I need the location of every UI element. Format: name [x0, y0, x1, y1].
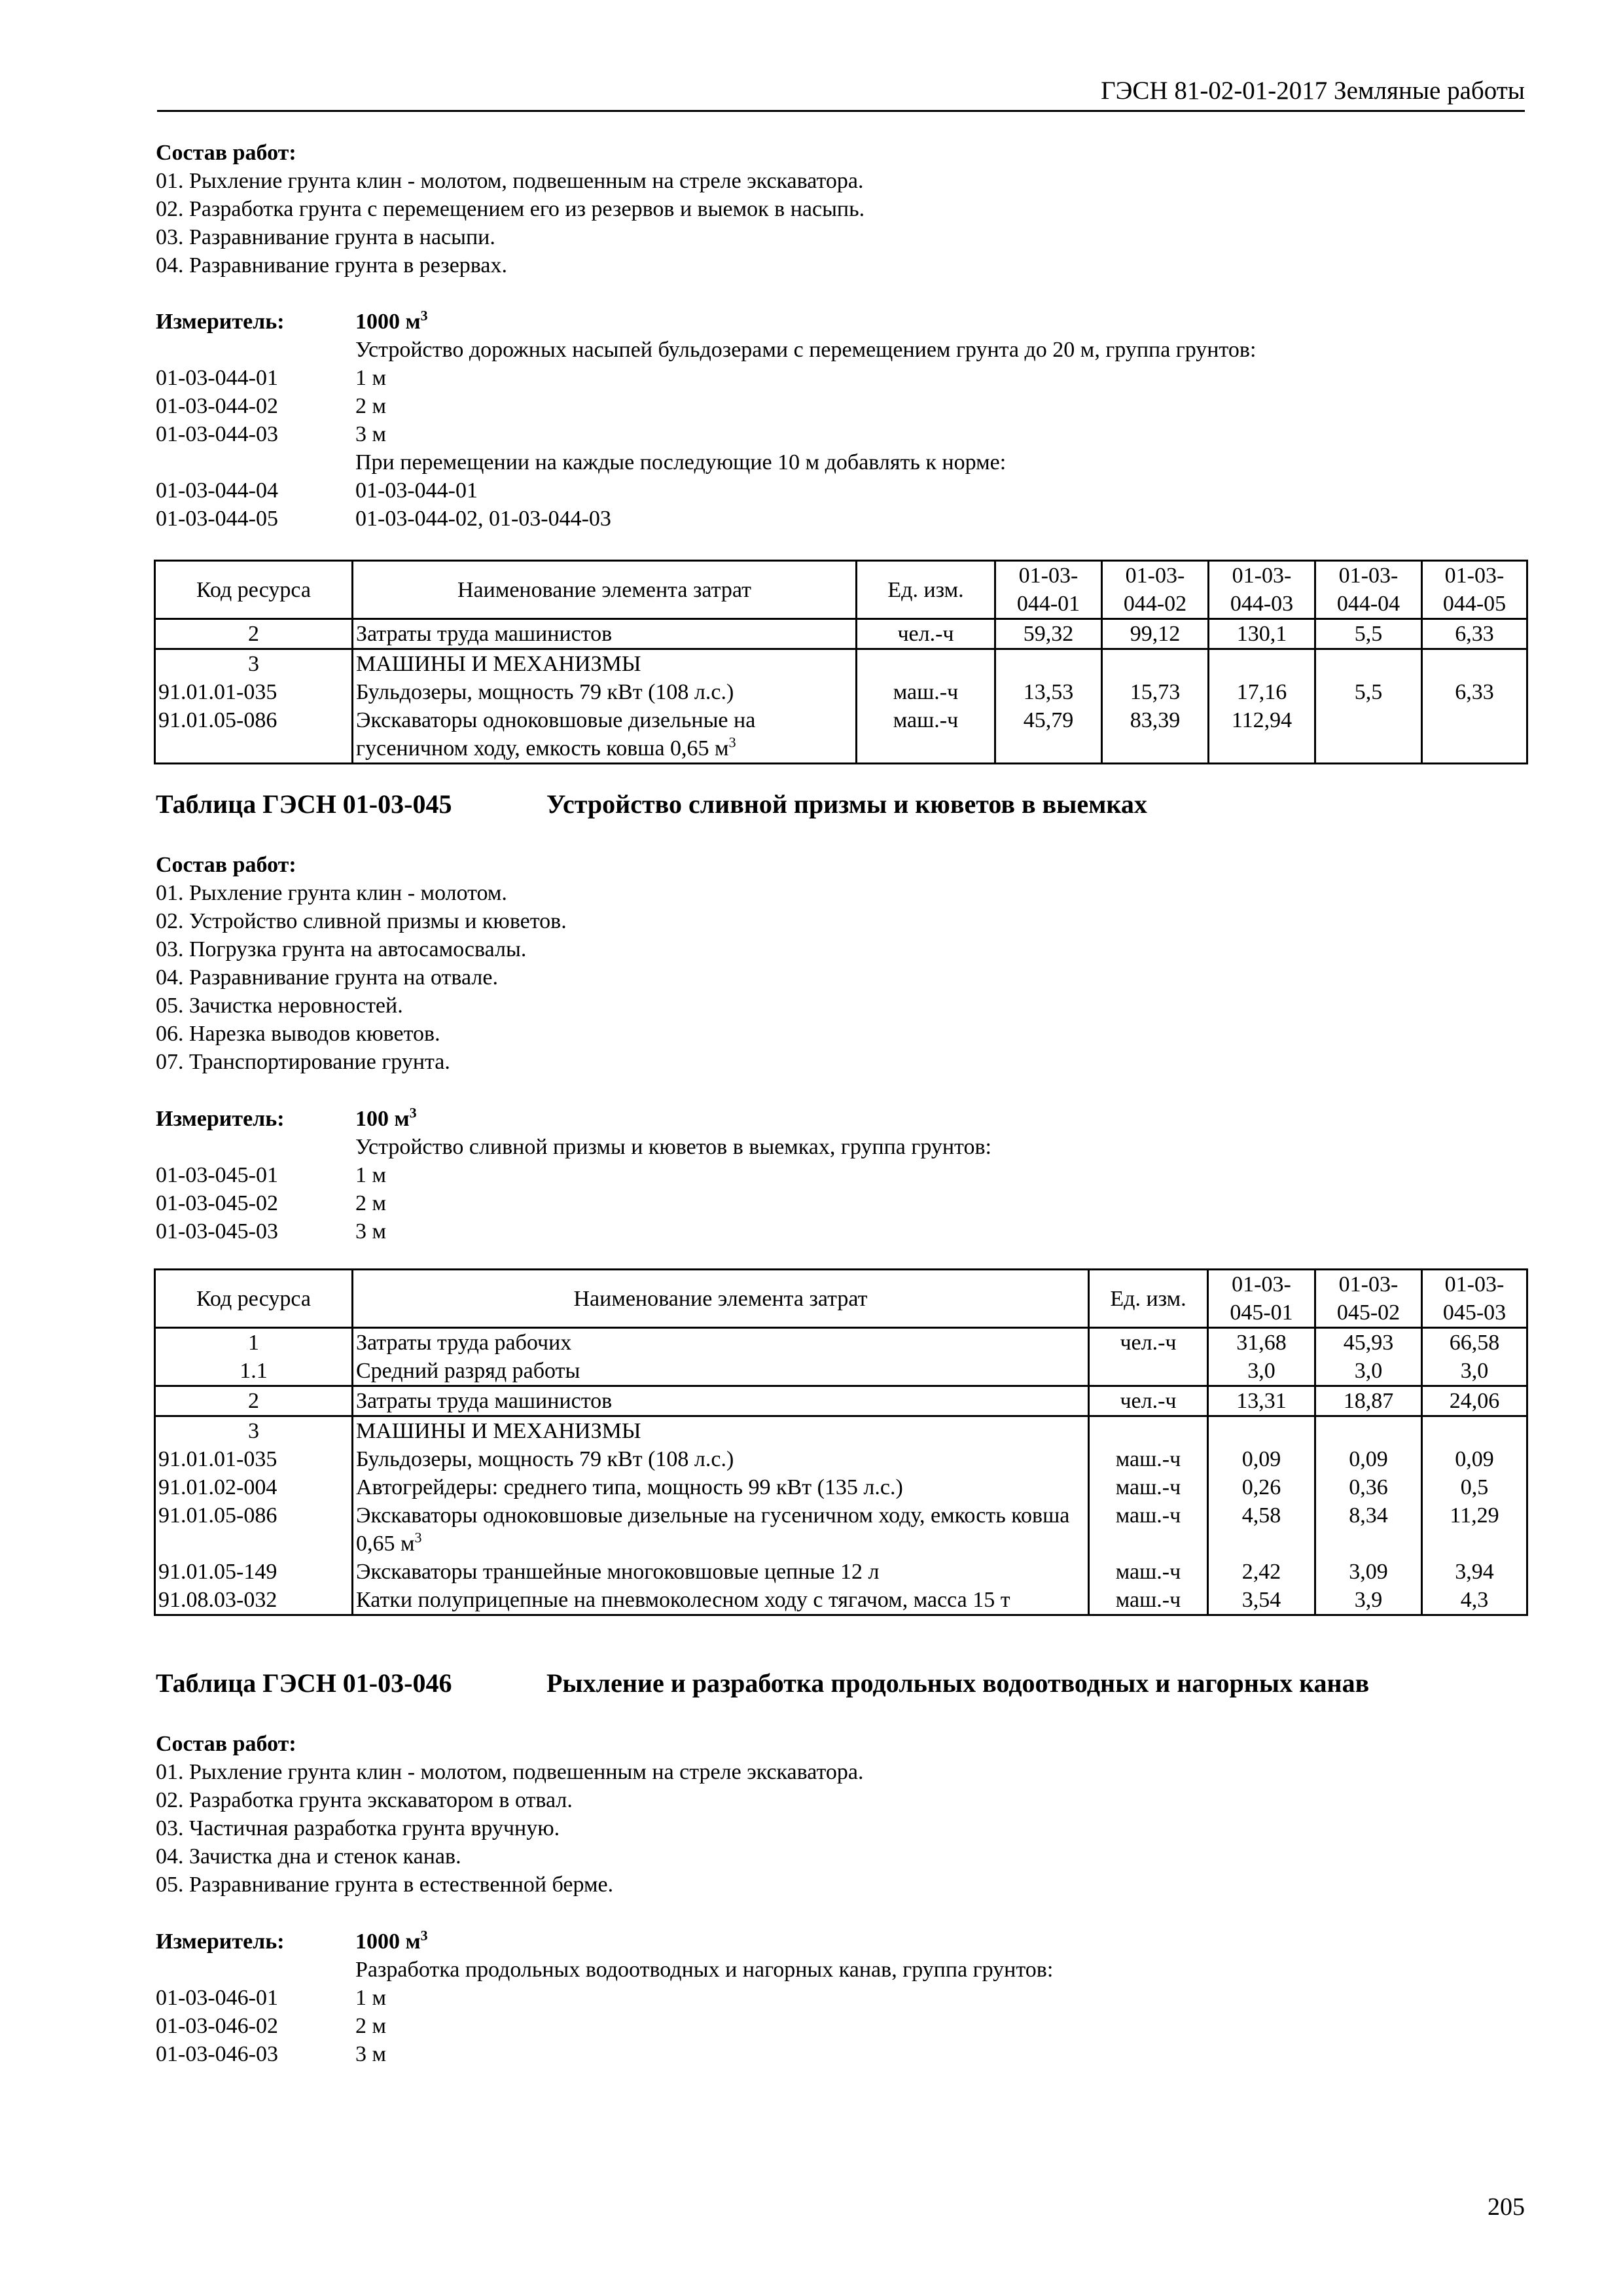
cell-code: 3 — [155, 649, 353, 679]
composition-item: 07. Транспортирование грунта. — [156, 1050, 450, 1074]
cell-value: 5,5 — [1315, 678, 1422, 706]
cell-value: 3,0 — [1315, 1357, 1422, 1386]
norm-text: 2 м — [355, 2014, 387, 2038]
cell-value: 0,36 — [1315, 1473, 1422, 1501]
cell-value: 4,58 — [1208, 1501, 1315, 1558]
cell-value: 3,0 — [1422, 1357, 1527, 1386]
cell-name: Затраты труда машинистов — [353, 1386, 1089, 1416]
norm-values-additional — [355, 476, 611, 533]
cell-value — [1209, 649, 1315, 679]
norm-text: 3 м — [355, 1219, 387, 1244]
composition-item: 01. Рыхление грунта клин - молотом, подвешенным на стреле экскаватора. — [156, 1760, 864, 1784]
cell-code: 91.01.02-004 — [155, 1473, 353, 1501]
composition-item: 01. Рыхление грунта клин - молотом, подвешенным на стреле экскаватора. — [156, 169, 864, 193]
meter-label: Измеритель: — [156, 1107, 285, 1131]
cell-value: 5,5 — [1315, 619, 1422, 649]
norm-code: 01-03-045-01 — [156, 1163, 278, 1187]
cell-name: Катки полуприцепные на пневмоколесном ходу с тягачом, масса 15 т — [353, 1586, 1089, 1615]
header-cell: Ед. изм. — [857, 561, 995, 619]
cell-name — [353, 1501, 1089, 1558]
norm-codes — [156, 364, 278, 448]
norm-code: 01-03-044-03 — [156, 422, 278, 446]
composition-item: 03. Погрузка грунта на автосамосвалы. — [156, 937, 527, 961]
cell-name: Экскаваторы траншейные многоковшовые цепные 12 л — [353, 1558, 1089, 1586]
cell-unit — [1089, 1357, 1208, 1386]
cell-unit: чел.-ч — [1089, 1386, 1208, 1416]
meter-label: Измеритель: — [156, 1929, 285, 1954]
cell-value — [1315, 649, 1422, 679]
cell-value: 0,09 — [1208, 1445, 1315, 1473]
additional-note: При перемещении на каждые последующие 10 м добавлять к норме: — [355, 450, 1007, 475]
cell-value: 17,16 — [1209, 678, 1315, 706]
composition-item: 02. Разработка грунта с перемещением его из резервов и выемок в насыпь. — [156, 197, 865, 221]
norm-description: Разработка продольных водоотводных и нагорных канав, группа грунтов: — [355, 1958, 1054, 1982]
composition-item: 02. Разработка грунта экскаватором в отвал. — [156, 1788, 573, 1812]
cell-value — [1208, 1416, 1315, 1446]
composition-list — [156, 1758, 863, 1899]
cell-value: 8,34 — [1315, 1501, 1422, 1558]
cell-value — [995, 649, 1102, 679]
cell-code: 91.08.03-032 — [155, 1586, 353, 1615]
cell-value: 3,94 — [1422, 1558, 1527, 1586]
cell-code: 91.01.05-086 — [155, 1501, 353, 1558]
cell-code: 1 — [155, 1328, 353, 1357]
cell-value: 0,09 — [1422, 1445, 1527, 1473]
cell-name: Затраты труда рабочих — [353, 1328, 1089, 1357]
table-row — [155, 1586, 1527, 1615]
cell-unit: маш.-ч — [1089, 1473, 1208, 1501]
table-header-row — [155, 1270, 1527, 1328]
cell-name — [353, 706, 857, 764]
table-header-row — [155, 561, 1527, 619]
meter-value-sup: 3 — [409, 1104, 417, 1121]
header-title: ГЭСН 81-02-01-2017 Земляные работы — [1101, 77, 1525, 105]
cell-value: 13,53 — [995, 678, 1102, 706]
table-row — [155, 649, 1527, 679]
cell-value — [1422, 706, 1527, 764]
cell-name: Средний разряд работы — [353, 1357, 1089, 1386]
cell-name: МАШИНЫ И МЕХАНИЗМЫ — [353, 649, 857, 679]
meter-value — [355, 1928, 428, 1956]
cell-value: 0,5 — [1422, 1473, 1527, 1501]
meter-value-text: 1000 м — [355, 1929, 421, 1954]
meter-value-text: 1000 м — [355, 310, 421, 334]
header-cell: 01-03- 044-03 — [1209, 561, 1315, 619]
cell-value: 0,09 — [1315, 1445, 1422, 1473]
cell-name-text: Экскаваторы одноковшовые дизельные на гусеничном ходу, емкость ковша 0,65 м — [356, 1503, 1070, 1556]
cell-value: 0,26 — [1208, 1473, 1315, 1501]
table-row — [155, 678, 1527, 706]
cell-name: МАШИНЫ И МЕХАНИЗМЫ — [353, 1416, 1089, 1446]
cell-name: Бульдозеры, мощность 79 кВт (108 л.с.) — [353, 1445, 1089, 1473]
cell-code: 1.1 — [155, 1357, 353, 1386]
norm-description: Устройство дорожных насыпей бульдозерами с перемещением грунта до 20 м, группа грунтов: — [355, 338, 1257, 362]
composition-item: 04. Разравнивание грунта на отвале. — [156, 965, 498, 990]
cell-value — [1422, 649, 1527, 679]
cell-unit — [1089, 1416, 1208, 1446]
norm-text: 1 м — [355, 1986, 387, 2010]
norm-values — [355, 1161, 386, 1246]
cell-unit: чел.-ч — [1089, 1328, 1208, 1357]
norm-code: 01-03-045-02 — [156, 1191, 278, 1215]
cell-unit: маш.-ч — [857, 678, 995, 706]
cell-value: 2,42 — [1208, 1558, 1315, 1586]
cell-code: 91.01.01-035 — [155, 678, 353, 706]
cell-code: 91.01.05-086 — [155, 706, 353, 764]
composition-list — [156, 879, 567, 1076]
cell-value: 3,09 — [1315, 1558, 1422, 1586]
cell-unit: маш.-ч — [857, 706, 995, 764]
cell-value: 130,1 — [1209, 619, 1315, 649]
cell-code: 3 — [155, 1416, 353, 1446]
cell-name: Затраты труда машинистов — [353, 619, 857, 649]
cell-name: Автогрейдеры: среднего типа, мощность 99 кВт (135 л.с.) — [353, 1473, 1089, 1501]
cell-value: 45,79 — [995, 706, 1102, 764]
header-cell: Код ресурса — [155, 1270, 353, 1328]
norm-code: 01-03-044-05 — [156, 507, 278, 531]
table-row — [155, 1386, 1527, 1416]
cell-value — [1422, 1416, 1527, 1446]
norm-text: 2 м — [355, 1191, 387, 1215]
composition-heading: Состав работ: — [156, 141, 296, 165]
norm-code: 01-03-044-02 — [156, 394, 278, 418]
composition-item: 04. Разравнивание грунта в резервах. — [156, 253, 507, 278]
composition-item: 05. Зачистка неровностей. — [156, 994, 403, 1018]
cell-code: 91.01.01-035 — [155, 1445, 353, 1473]
cell-unit: чел.-ч — [857, 619, 995, 649]
composition-item: 06. Нарезка выводов кюветов. — [156, 1022, 440, 1046]
table-row — [155, 1558, 1527, 1586]
composition-heading: Состав работ: — [156, 853, 296, 877]
norm-code: 01-03-044-01 — [156, 366, 278, 390]
norm-code: 01-03-046-03 — [156, 2042, 278, 2066]
cell-value — [1315, 1416, 1422, 1446]
cell-value: 83,39 — [1102, 706, 1209, 764]
cell-value: 45,93 — [1315, 1328, 1422, 1357]
norm-codes — [156, 1161, 278, 1246]
cell-name-text: Экскаваторы одноковшовые дизельные на гусеничном ходу, емкость ковша 0,65 м — [356, 708, 756, 761]
cell-value: 6,33 — [1422, 678, 1527, 706]
meter-value — [355, 1105, 417, 1133]
table-title: Рыхление и разработка продольных водоотводных и нагорных канав — [546, 1668, 1370, 1698]
cell-unit: маш.-ч — [1089, 1501, 1208, 1558]
header-cell: 01-03- 045-01 — [1208, 1270, 1315, 1328]
norm-code: 01-03-044-04 — [156, 478, 278, 503]
norm-text: 2 м — [355, 394, 387, 418]
table-row — [155, 1357, 1527, 1386]
header-cell: Код ресурса — [155, 561, 353, 619]
table-row — [155, 1416, 1527, 1446]
running-header — [157, 71, 1525, 112]
cell-value: 4,3 — [1422, 1586, 1527, 1615]
composition-item: 03. Разравнивание грунта в насыпи. — [156, 225, 495, 249]
table-label: Таблица ГЭСН 01-03-045 — [156, 789, 452, 819]
header-cell: Наименование элемента затрат — [353, 561, 857, 619]
composition-heading: Состав работ: — [156, 1732, 296, 1756]
cell-value: 6,33 — [1422, 619, 1527, 649]
composition-item: 03. Частичная разработка грунта вручную. — [156, 1816, 560, 1840]
cell-unit: маш.-ч — [1089, 1586, 1208, 1615]
cell-code: 2 — [155, 1386, 353, 1416]
cell-value: 24,06 — [1422, 1386, 1527, 1416]
norm-values — [355, 1984, 386, 2068]
meter-value-text: 100 м — [355, 1107, 410, 1131]
header-cell: Ед. изм. — [1089, 1270, 1208, 1328]
cell-value: 66,58 — [1422, 1328, 1527, 1357]
meter-value-sup: 3 — [420, 307, 428, 324]
cell-value: 11,29 — [1422, 1501, 1527, 1558]
norm-code: 01-03-046-01 — [156, 1986, 278, 2010]
header-cell: Наименование элемента затрат — [353, 1270, 1089, 1328]
table-row — [155, 619, 1527, 649]
table-row — [155, 1328, 1527, 1357]
cell-code: 2 — [155, 619, 353, 649]
meter-label: Измеритель: — [156, 310, 285, 334]
norm-code: 01-03-046-02 — [156, 2014, 278, 2038]
composition-item: 01. Рыхление грунта клин - молотом. — [156, 881, 507, 905]
cell-value: 112,94 — [1209, 706, 1315, 764]
table-row — [155, 1473, 1527, 1501]
norm-text: 3 м — [355, 2042, 387, 2066]
cell-value: 31,68 — [1208, 1328, 1315, 1357]
norm-text: 01-03-044-02, 01-03-044-03 — [355, 507, 611, 531]
norm-text: 01-03-044-01 — [355, 478, 478, 503]
norm-text: 3 м — [355, 422, 387, 446]
composition-item: 04. Зачистка дна и стенок канав. — [156, 1844, 461, 1869]
header-cell: 01-03- 045-03 — [1422, 1270, 1527, 1328]
cell-name: Бульдозеры, мощность 79 кВт (108 л.с.) — [353, 678, 857, 706]
page-number: 205 — [1488, 2193, 1525, 2221]
header-cell: 01-03- 044-02 — [1102, 561, 1209, 619]
resource-table-045 — [154, 1268, 1528, 1616]
norm-code: 01-03-045-03 — [156, 1219, 278, 1244]
composition-list — [156, 167, 865, 279]
cell-value: 3,0 — [1208, 1357, 1315, 1386]
meter-value — [355, 308, 428, 336]
table-row — [155, 706, 1527, 764]
cell-value: 15,73 — [1102, 678, 1209, 706]
cell-value: 13,31 — [1208, 1386, 1315, 1416]
cell-value: 3,9 — [1315, 1586, 1422, 1615]
cell-code: 91.01.05-149 — [155, 1558, 353, 1586]
norm-text: 1 м — [355, 366, 387, 390]
table-row — [155, 1501, 1527, 1558]
header-cell: 01-03- 044-04 — [1315, 561, 1422, 619]
cell-value — [1315, 706, 1422, 764]
resource-table-044 — [154, 560, 1528, 764]
norm-codes-additional — [156, 476, 278, 533]
cell-value — [1102, 649, 1209, 679]
norm-text: 1 м — [355, 1163, 387, 1187]
cell-unit: маш.-ч — [1089, 1558, 1208, 1586]
cell-value: 18,87 — [1315, 1386, 1422, 1416]
table-title: Устройство сливной призмы и кюветов в выемках — [546, 789, 1147, 819]
header-cell: 01-03- 045-02 — [1315, 1270, 1422, 1328]
cell-value: 3,54 — [1208, 1586, 1315, 1615]
cell-unit: маш.-ч — [1089, 1445, 1208, 1473]
header-cell: 01-03- 044-05 — [1422, 561, 1527, 619]
table-row — [155, 1445, 1527, 1473]
cell-unit — [857, 649, 995, 679]
header-cell: 01-03- 044-01 — [995, 561, 1102, 619]
composition-item: 05. Разравнивание грунта в естественной берме. — [156, 1873, 614, 1897]
table-label: Таблица ГЭСН 01-03-046 — [156, 1668, 452, 1698]
cell-value: 99,12 — [1102, 619, 1209, 649]
composition-item: 02. Устройство сливной призмы и кюветов. — [156, 909, 567, 933]
cell-name-sup: 3 — [728, 734, 736, 751]
norm-values — [355, 364, 386, 448]
norm-codes — [156, 1984, 278, 2068]
meter-value-sup: 3 — [420, 1927, 428, 1944]
cell-name-sup: 3 — [414, 1529, 422, 1546]
cell-value: 59,32 — [995, 619, 1102, 649]
norm-description: Устройство сливной призмы и кюветов в выемках, группа грунтов: — [355, 1135, 991, 1159]
